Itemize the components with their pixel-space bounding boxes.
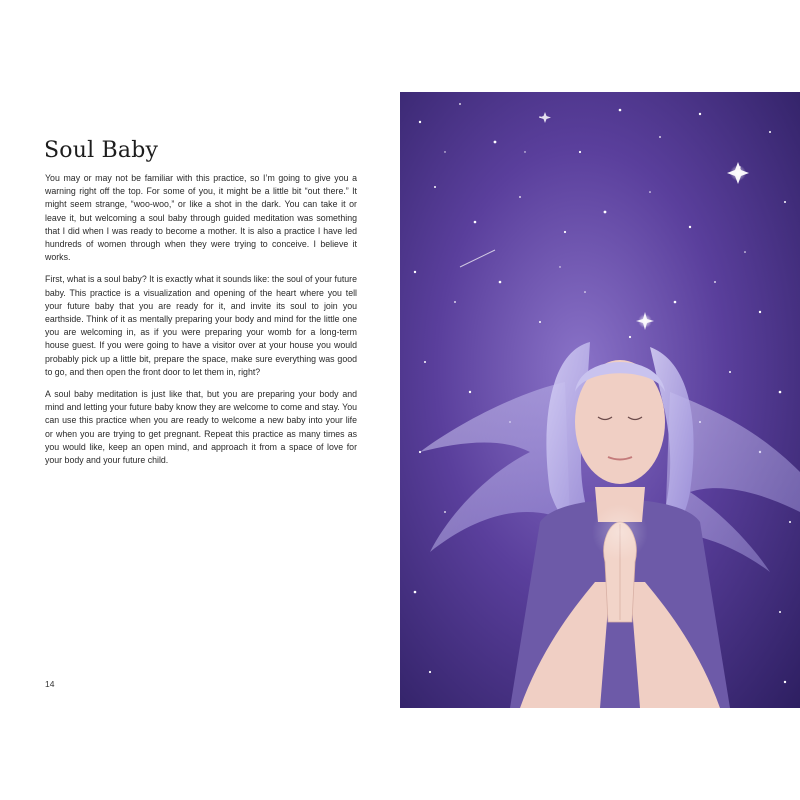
paragraph-2: First, what is a soul baby? It is exactly what it sounds like: the soul of your future baby. This practice is a visualization and opening of the heart where you tell your future baby that you are ready for it, and invite its soul to join you earthside. Think of it as mentally preparing your body and mind for the little one you are welcoming in, as if you were preparing your womb for a long-term house guest. If you were going to have a visitor over at your house you would probably pick up a little bit, prepare the space, make sure everything was good to go, and then open the front door to let them in, right? bbox=[45, 274, 357, 377]
heart-glow bbox=[592, 504, 648, 560]
paragraph-1: You may or may not be familiar with this practice, so I’m going to give you a warning right off the top. For some of you, it might be a little bit “out there.” It might seem strange, “woo-woo,” or like a shot in the dark. You can take it or leave it, but welcoming a soul baby through guided meditation was something that I did when I was ready to become a mother. It is also a practice I have led hundreds of women through when they were trying to conceive. I believe it works. bbox=[45, 173, 357, 263]
page-title: Soul Baby bbox=[44, 138, 159, 163]
illustration-page bbox=[400, 92, 800, 708]
page-number: 14 bbox=[45, 679, 55, 689]
body-text bbox=[45, 172, 357, 476]
paragraph-3: A soul baby meditation is just like that, but you are preparing your body and mind and letting your future baby know they are welcome to come and stay. You can use this practice when you are ready to welcome a new baby into your life or when you are trying to get pregnant. Repeat this practice as many times as you would like, keep an open mind, and approach it from a space of love for your body and your future child. bbox=[45, 389, 357, 466]
meditating-woman-illustration bbox=[400, 92, 800, 708]
